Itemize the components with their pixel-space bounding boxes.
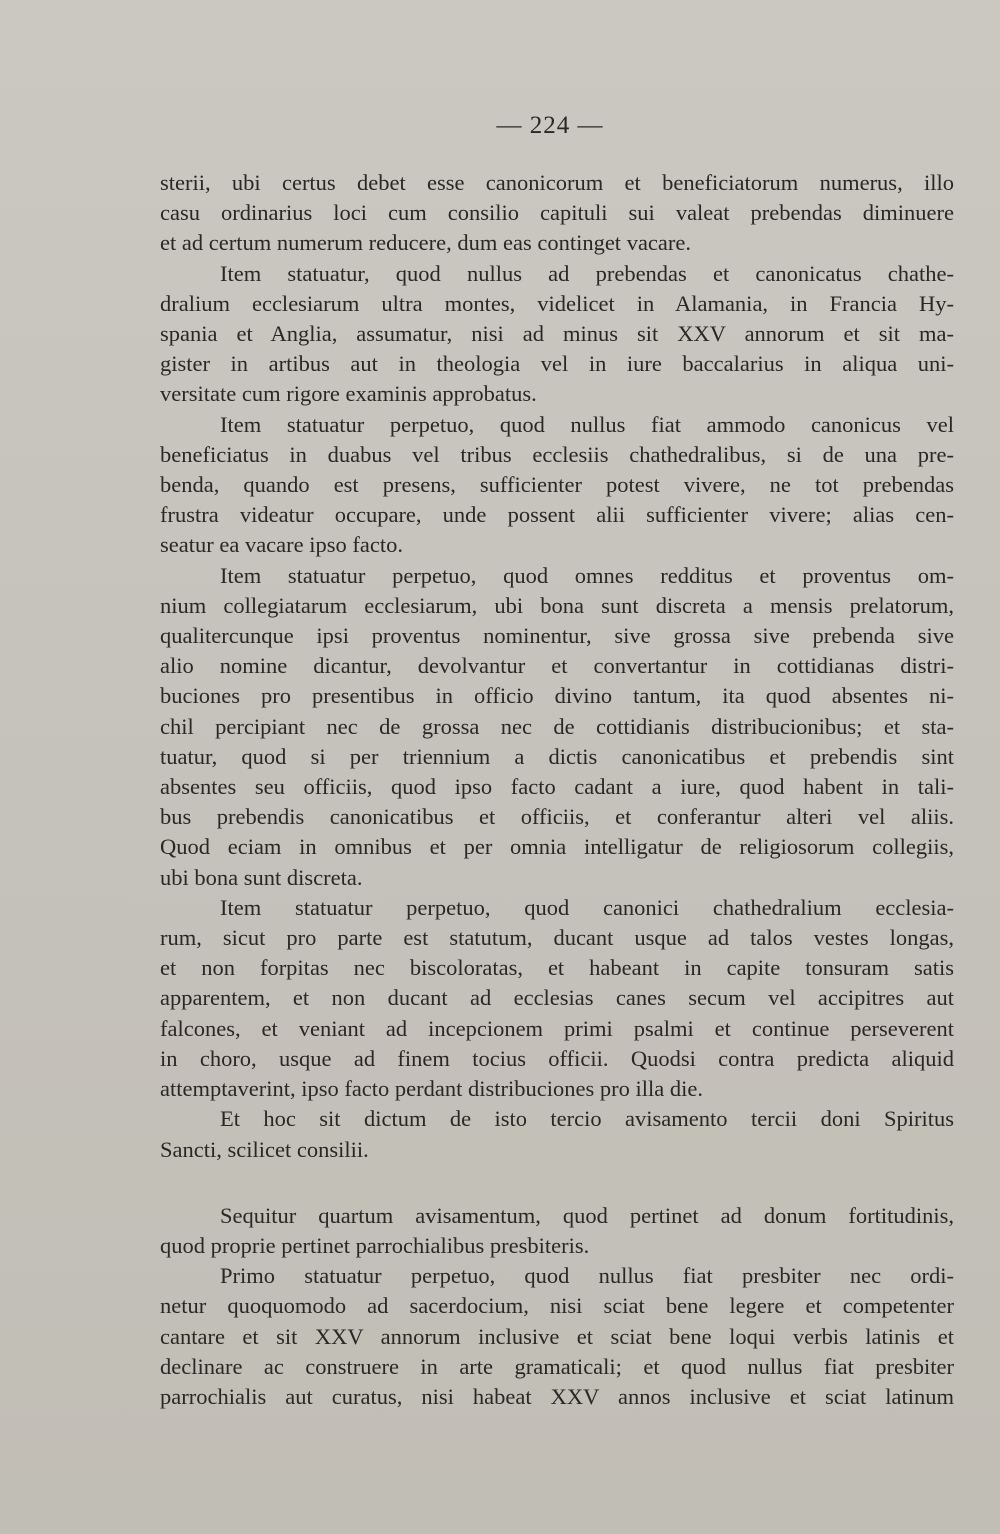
text-line: attemptaverint, ipso facto perdant distribuciones pro illa die. — [160, 1076, 703, 1102]
body-text — [160, 168, 954, 1412]
text-line: gister in artibus aut in theologia vel in iure baccalarius in aliqua uni- — [160, 351, 954, 377]
text-line: dralium ecclesiarum ultra montes, videlicet in Alamania, in Francia Hy- — [160, 290, 954, 316]
text-line: cantare et sit XXV annorum inclusive et sciat bene loqui verbis latinis et — [160, 1323, 954, 1349]
text-line: buciones pro presentibus in officio divino tantum, ita quod absentes ni- — [160, 683, 954, 709]
text-line: beneficiatus in duabus vel tribus ecclesiis chathedralibus, si de una pre- — [160, 441, 954, 467]
text-line: ubi bona sunt discreta. — [160, 864, 363, 890]
text-line: tuatur, quod si per triennium a dictis canonicatibus et prebendis sint — [160, 743, 954, 769]
text-line: bus prebendis canonicatibus et officiis, et conferantur alteri vel aliis. — [160, 804, 954, 830]
text-line: et non forpitas nec biscoloratas, et habeant in capite tonsuram satis — [160, 955, 954, 981]
text-line: seatur ea vacare ipso facto. — [160, 532, 403, 558]
text-line: absentes seu officiis, quod ipso facto cadant a iure, quod habent in tali- — [160, 774, 954, 800]
text-line: sterii, ubi certus debet esse canonicorum et beneficiatorum numerus, illo — [160, 170, 954, 195]
text-line: Quod eciam in omnibus et per omnia intelligatur de religiosorum collegiis, — [160, 834, 954, 860]
text-line: Primo statuatur perpetuo, quod nullus fiat presbiter nec ordi- — [220, 1263, 954, 1289]
text-line: Item statuatur perpetuo, quod canonici chathedralium ecclesia- — [220, 894, 954, 920]
text-line: Item statuatur perpetuo, quod nullus fiat ammodo canonicus vel — [220, 411, 954, 437]
page-number: — 224 — — [496, 112, 604, 139]
text-line: nium collegiatarum ecclesiarum, ubi bona sunt discreta a mensis prelatorum, — [160, 592, 954, 618]
text-line: rum, sicut pro parte est statutum, ducant usque ad talos vestes longas, — [160, 925, 954, 951]
text-line: et ad certum numerum reducere, dum eas continget vacare. — [160, 230, 692, 256]
text-line: falcones, et veniant ad incepcionem primi psalmi et continue perseverent — [160, 1015, 954, 1041]
text-line: in choro, usque ad finem tocius officii. Quodsi contra predicta aliquid — [160, 1045, 954, 1071]
text-line: casu ordinarius loci cum consilio capituli sui valeat prebendas diminuere — [160, 200, 954, 226]
text-line: chil percipiant nec de grossa nec de cottidianis distribucionibus; et sta- — [160, 713, 954, 739]
text-line: declinare ac construere in arte gramaticali; et quod nullus fiat presbiter — [160, 1353, 954, 1379]
text-line: qualitercunque ipsi proventus nominentur, sive grossa sive prebenda sive — [160, 623, 954, 649]
text-line: Sancti, scilicet consilii. — [160, 1136, 369, 1162]
text-line: netur quoquomodo ad sacerdocium, nisi sciat bene legere et competenter — [160, 1293, 954, 1319]
text-line: benda, quando est presens, sufficienter potest vivere, ne tot prebendas — [160, 472, 954, 498]
text-line: Item statuatur perpetuo, quod omnes redditus et proventus om- — [220, 562, 954, 588]
paragraph-gap — [160, 1165, 954, 1201]
text-line: spania et Anglia, assumatur, nisi ad minus sit XXV annorum et sit ma- — [160, 321, 954, 347]
text-line: Sequitur quartum avisamentum, quod pertinet ad donum fortitudinis, — [220, 1202, 954, 1228]
text-line: Et hoc sit dictum de isto tercio avisamento tercii doni Spiritus — [220, 1106, 954, 1132]
text-line: versitate cum rigore examinis approbatus. — [160, 381, 537, 407]
text-line: frustra videatur occupare, unde possent alii sufficienter vivere; alias cen- — [160, 502, 954, 528]
text-line: Item statuatur, quod nullus ad prebendas et canonicatus chathe- — [220, 260, 954, 286]
text-line: parrochialis aut curatus, nisi habeat XXV annos inclusive et sciat latinum — [160, 1383, 954, 1409]
text-line: quod proprie pertinet parrochialibus presbiteris. — [160, 1232, 590, 1258]
text-line: alio nomine dicantur, devolvantur et convertantur in cottidianas distri- — [160, 653, 954, 679]
text-line: apparentem, et non ducant ad ecclesias canes secum vel accipitres aut — [160, 985, 954, 1011]
